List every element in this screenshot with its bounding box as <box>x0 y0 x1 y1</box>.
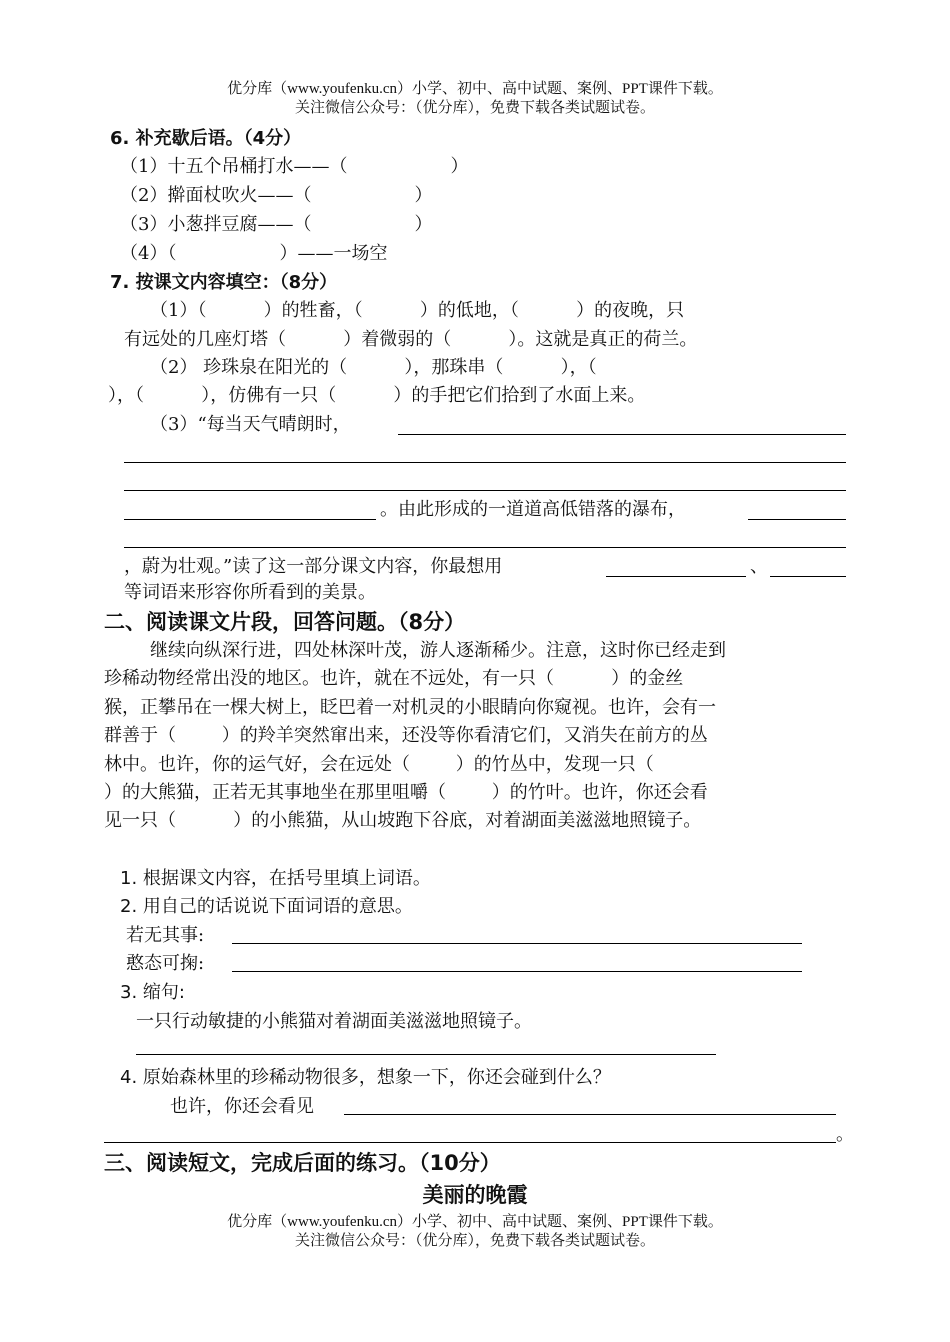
q7-p3-line-3: ，蔚为壮观。”读了这一部分课文内容，你最想用 <box>124 556 503 577</box>
q7-title: 7. 按课文内容填空：（8分） <box>110 272 338 293</box>
passage-line: 群善于（ ）的羚羊突然窜出来，还没等你看清它们，又消失在前方的丛 <box>104 725 708 746</box>
q7-separator: 、 <box>750 556 768 577</box>
s2-q1: 1. 根据课文内容，在括号里填上词语。 <box>120 868 431 889</box>
footer-line-1: 优分库（www.youfenku.cn）小学、初中、高中试题、案例、PPT课件下载。 <box>227 1214 723 1230</box>
passage-line: 猴，正攀吊在一棵大树上，眨巴着一对机灵的小眼睛向你窥视。也许，会有一 <box>104 697 716 718</box>
s2-q4: 4. 原始森林里的珍稀动物很多，想象一下，你还会碰到什么？ <box>120 1067 611 1088</box>
passage-line: 继续向纵深行进，四处林深叶茂，游人逐渐稀少。注意，这时你已经走到 <box>150 640 726 661</box>
s2-q3: 3. 缩句: <box>120 982 185 1003</box>
q7-p3-line-1: （3）“每当天气晴朗时， <box>150 414 351 435</box>
s2-q4-answer-line-2[interactable] <box>104 1142 836 1143</box>
q7-answer-line[interactable] <box>124 547 846 548</box>
s2-q2-term-2: 憨态可掬: <box>126 953 205 974</box>
q7-answer-line[interactable] <box>124 519 376 520</box>
section-2-title: 二、阅读课文片段，回答问题。（8分） <box>104 610 466 634</box>
s2-q2: 2. 用自己的话说说下面词语的意思。 <box>120 896 413 917</box>
q7-answer-line[interactable] <box>124 462 846 463</box>
article-title: 美丽的晚霞 <box>422 1182 528 1207</box>
s2-q2-term-1: 若无其事: <box>126 925 205 946</box>
q7-p1-line-2: 有远处的几座灯塔（ ）着微弱的（ ）。这就是真正的荷兰。 <box>124 329 698 350</box>
passage-line: 林中。也许，你的运气好，会在远处（ ）的竹丛中，发现一只（ <box>104 754 654 775</box>
q7-answer-line[interactable] <box>770 576 846 577</box>
s2-q4-answer-line-1[interactable] <box>344 1114 836 1115</box>
q7-p3-line-2: 。由此形成的一道道高低错落的瀑布， <box>380 499 686 520</box>
header-line-1: 优分库（www.youfenku.cn）小学、初中、高中试题、案例、PPT课件下载。 <box>227 81 723 97</box>
passage-line: 见一只（ ）的小熊猫，从山坡跑下谷底，对着湖面美滋滋地照镜子。 <box>104 810 702 831</box>
s2-q2-answer-line-1[interactable] <box>232 943 802 944</box>
s2-q3-sentence: 一只行动敏捷的小熊猫对着湖面美滋滋地照镜子。 <box>136 1011 532 1032</box>
passage-line: ）的大熊猫，正若无其事地坐在那里咀嚼（ ）的竹叶。也许，你还会看 <box>104 782 708 803</box>
s2-q2-answer-line-2[interactable] <box>232 971 802 972</box>
passage-line: 珍稀动物经常出没的地区。也许，就在不远处，有一只（ ）的金丝 <box>104 668 684 689</box>
q7-answer-line[interactable] <box>398 434 846 435</box>
header-line-2: 关注微信公众号：（优分库），免费下载各类试题试卷。 <box>294 100 655 116</box>
q6-item-1: （1）十五个吊桶打水——（ ） <box>120 156 469 177</box>
s2-q4-period: 。 <box>836 1124 854 1145</box>
section-3-title: 三、阅读短文，完成后面的练习。（10分） <box>104 1151 501 1175</box>
q6-title: 6. 补充歇后语。（4分） <box>110 128 302 149</box>
footer-line-2: 关注微信公众号：（优分库），免费下载各类试题试卷。 <box>294 1233 655 1249</box>
q6-item-3: （3）小葱拌豆腐——（ ） <box>120 214 433 235</box>
q7-p2-line-2: ），（ ），仿佛有一只（ ）的手把它们拾到了水面上来。 <box>108 385 646 406</box>
q6-item-2: （2）擀面杖吹火——（ ） <box>120 185 433 206</box>
s2-q3-answer-line[interactable] <box>136 1054 716 1055</box>
q7-p1-line-1: （1）（ ）的牲畜，（ ）的低地，（ ）的夜晚，只 <box>150 300 685 321</box>
s2-q4-prompt: 也许，你还会看见 <box>170 1096 314 1117</box>
q6-item-4: （4）（ ）——一场空 <box>120 243 388 264</box>
q7-answer-line[interactable] <box>124 490 846 491</box>
q7-p2-line-1: （2） 珍珠泉在阳光的（ ），那珠串（ ），（ <box>150 357 597 378</box>
q7-answer-line[interactable] <box>606 576 746 577</box>
q7-answer-line[interactable] <box>748 519 846 520</box>
q7-p3-line-4: 等词语来形容你所看到的美景。 <box>124 582 376 603</box>
